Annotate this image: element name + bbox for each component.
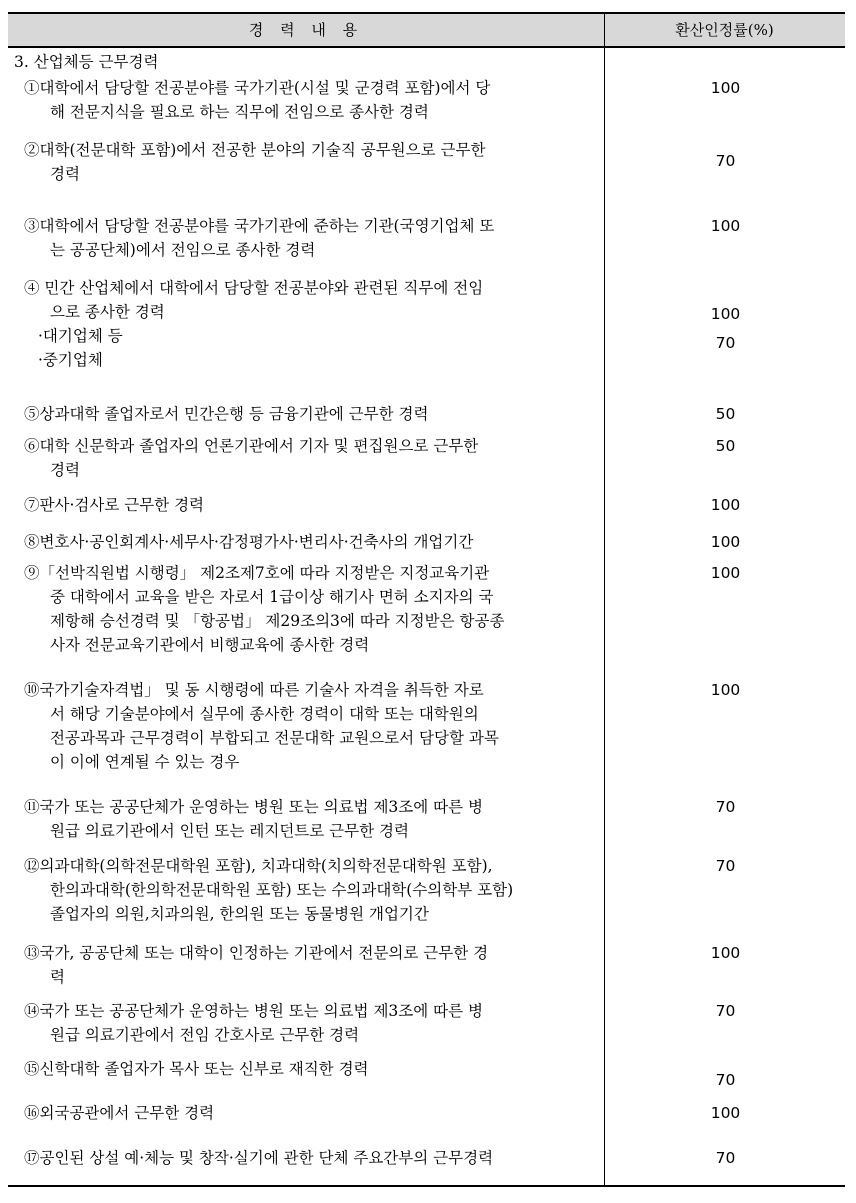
- career-item: [24, 561, 608, 657]
- item-text-continued: 원급 의료기관에서 인턴 또는 레지던트로 근무한 경력: [50, 822, 409, 840]
- item-text: ⑪국가 또는 공공단체가 운영하는 병원 또는 의료법 제3조에 따른 병: [24, 798, 484, 816]
- career-item: [24, 530, 608, 554]
- item-text: ⑩국가기술자격법」 및 동 시행령에 따른 기술사 자격을 취득한 자로: [24, 681, 484, 699]
- career-item: [24, 795, 608, 843]
- item-text-continued: 사자 전문교육기관에서 비행교육에 종사한 경력: [50, 636, 370, 654]
- item-text-continued: 력: [50, 968, 65, 986]
- career-item: [24, 402, 608, 426]
- career-item: [24, 434, 608, 482]
- career-item: [24, 941, 608, 989]
- item-text-continued: 원급 의료기관에서 전임 간호사로 근무한 경력: [50, 1026, 360, 1044]
- rate-value: 100: [710, 496, 741, 514]
- item-subcategory: ·중기업체: [38, 351, 103, 369]
- rate-value: 70: [715, 1071, 736, 1089]
- rate-value: 100: [710, 305, 741, 323]
- item-text-continued: 경력: [50, 165, 80, 183]
- rate-value: 50: [715, 405, 736, 423]
- rate-value: 70: [715, 334, 736, 352]
- item-text-continued: 중 대학에서 교육을 받은 자로서 1급이상 해기사 면허 소지자의 국: [50, 588, 494, 606]
- item-text-continued: 는 공공단체)에서 전임으로 종사한 경력: [50, 241, 316, 259]
- career-item: [24, 1101, 608, 1125]
- rate-value: 100: [710, 564, 741, 582]
- item-text: ⑦판사·검사로 근무한 경력: [24, 496, 205, 514]
- career-item: [24, 76, 608, 124]
- item-text: ②대학(전문대학 포함)에서 전공한 분야의 기술직 공무원으로 근무한: [24, 141, 486, 159]
- item-text-continued: 서 해당 기술분야에서 실무에 종사한 경력이 대학 또는 대학원의: [50, 705, 479, 723]
- item-text: ⑬국가, 공공단체 또는 대학이 인정하는 기관에서 전문의로 근무한 경: [24, 944, 489, 962]
- rate-value: 100: [710, 217, 741, 235]
- rate-value: 100: [710, 944, 741, 962]
- career-table: [8, 12, 845, 1187]
- item-subcategory: ·대기업체 등: [38, 327, 123, 345]
- item-text-continued: 한의과대학(한의학전문대학원 포함) 또는 수의과대학(수의학부 포함): [50, 881, 514, 899]
- career-item: [24, 1057, 608, 1081]
- career-item: [24, 854, 608, 926]
- item-text: ⑯외국공관에서 근무한 경력: [24, 1104, 215, 1122]
- table-header: [8, 14, 845, 48]
- rate-value: 100: [710, 1104, 741, 1122]
- item-text-continued: 전공과목과 근무경력이 부합되고 전문대학 교원으로서 담당할 과목: [50, 729, 499, 747]
- career-item: [24, 138, 608, 186]
- header-content-label: 경 력 내 용: [248, 21, 364, 39]
- item-text-continued: 해 전문지식을 필요로 하는 직무에 전임으로 종사한 경력: [50, 103, 429, 121]
- item-text: ⑮신학대학 졸업자가 목사 또는 신부로 재직한 경력: [24, 1060, 369, 1078]
- item-text: ④ 민간 산업체에서 대학에서 담당할 전공분야와 관련된 직무에 전임: [24, 279, 484, 297]
- item-text: ⑭국가 또는 공공단체가 운영하는 병원 또는 의료법 제3조에 따른 병: [24, 1002, 484, 1020]
- item-text-continued: 졸업자의 의원,치과의원, 한의원 또는 동물병원 개업기간: [50, 905, 429, 923]
- rate-value: 50: [715, 437, 736, 455]
- rate-value: 70: [715, 798, 736, 816]
- career-item: [24, 999, 608, 1047]
- career-item: [24, 493, 608, 517]
- career-item: [24, 1146, 608, 1170]
- item-text-continued: 경력: [50, 461, 80, 479]
- item-text-continued: 으로 종사한 경력: [50, 303, 165, 321]
- rate-value: 70: [715, 152, 736, 170]
- item-text: ⑫의과대학(의학전문대학원 포함), 치과대학(치의학전문대학원 포함),: [24, 857, 493, 875]
- rate-value: 70: [715, 1149, 736, 1167]
- rate-value: 70: [715, 1002, 736, 1020]
- rate-value: 100: [710, 79, 741, 97]
- item-text-continued: 이 이에 연계될 수 있는 경우: [50, 753, 240, 771]
- career-item: [24, 678, 608, 774]
- item-text-continued: 제항해 승선경력 및 「항공법」 제29조의3에 따라 지정받은 항공종: [50, 612, 505, 630]
- item-text: ⑧변호사·공인회계사·세무사·감정평가사·변리사·건축사의 개업기간: [24, 533, 474, 551]
- item-text: ⑨「선박직원법 시행령」 제2조제7호에 따라 지정받은 지정교육기관: [24, 564, 490, 582]
- header-rate-label: 환산인정률(%): [675, 21, 774, 39]
- item-text: ⑥대학 신문학과 졸업자의 언론기관에서 기자 및 편집원으로 근무한: [24, 437, 479, 455]
- career-item: [24, 276, 608, 372]
- section-title: 3. 산업체등 근무경력: [14, 53, 159, 71]
- rate-value: 70: [715, 857, 736, 875]
- item-text: ⑰공인된 상설 예·체능 및 창작·실기에 관한 단체 주요간부의 근무경력: [24, 1149, 494, 1167]
- rate-value: 100: [710, 533, 741, 551]
- career-item: [24, 214, 608, 262]
- item-text: ③대학에서 담당할 전공분야를 국가기관에 준하는 기관(국영기업체 또: [24, 217, 495, 235]
- item-text: ①대학에서 담당할 전공분야를 국가기관(시설 및 군경력 포함)에서 당: [24, 79, 491, 97]
- item-text: ⑤상과대학 졸업자로서 민간은행 등 금융기관에 근무한 경력: [24, 405, 429, 423]
- rate-value: 100: [710, 681, 741, 699]
